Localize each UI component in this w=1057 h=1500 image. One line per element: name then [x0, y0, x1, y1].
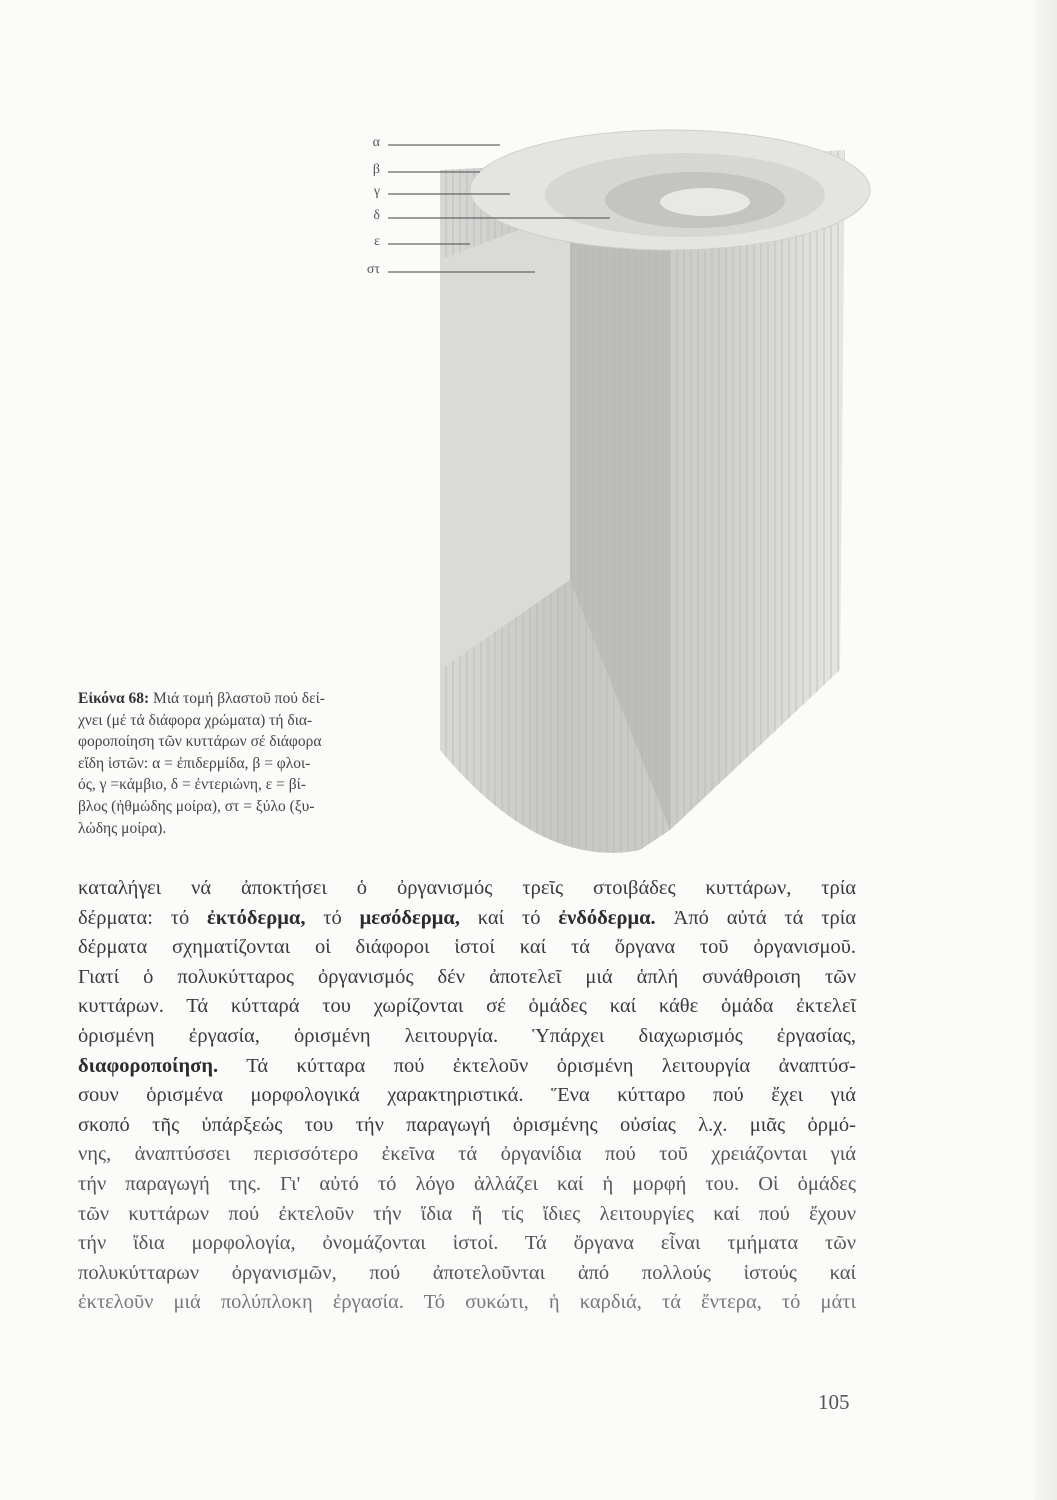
body-line: κυττάρων. Τά κύτταρά του χωρίζονται σέ ὁμάδες καί κάθε ὁμάδα ἐκτελεῖ — [78, 995, 856, 1018]
label-gamma: γ — [373, 184, 380, 199]
term-differentiation: διαφοροποίηση. — [78, 1054, 219, 1077]
label-delta: δ — [373, 208, 380, 223]
label-beta: β — [372, 162, 380, 177]
text-run: δέρματα: τό — [78, 906, 208, 929]
text-run: καί τό — [459, 906, 559, 929]
body-line — [78, 1052, 856, 1082]
body-line: πολυκύτταρων ὀργανισμῶν, πού ἀποτελοῦνται ἀπό πολλούς ἱστούς καί — [78, 1261, 856, 1284]
body-line: Γιατί ὁ πολυκύτταρος ὀργανισμός δέν ἀποτελεῖ μιά ἁπλή συνάθροιση τῶν — [78, 965, 856, 988]
stem-cylinder-illustration — [340, 110, 880, 860]
body-line: δέρματα σχηματίζονται οἱ διάφοροι ἱστοί καί τά ὄργανα τοῦ ὀργανισμοῦ. — [78, 936, 856, 959]
figure-number: Εἰκόνα 68: — [78, 690, 150, 707]
label-epsilon: ε — [374, 234, 380, 249]
page-number: 105 — [818, 1390, 850, 1414]
caption-line: εἴδη ἱστῶν: α = ἐπιδερμίδα, β = φλοι- — [78, 754, 311, 772]
body-line: σουν ὁρισμένα μορφολογικά χαρακτηριστικά. Ἕνα κύτταρο πού ἔχει γιά — [78, 1084, 856, 1107]
body-line: καταλήγει νά ἀποκτήσει ὁ ὀργανισμός τρεῖς στοιβάδες κυττάρων, τρία — [78, 877, 856, 899]
label-stigma-tau: στ — [366, 262, 380, 277]
caption-line: λώδης μοίρα). — [78, 819, 167, 837]
body-line — [78, 904, 856, 934]
label-alpha: α — [372, 135, 380, 150]
body-line: ὁρισμένη ἐργασία, ὁρισμένη λειτουργία. Ὑπάρχει διαχωρισμός ἐργασίας, — [78, 1024, 856, 1047]
term-mesoderm: μεσόδερμα, — [359, 906, 460, 929]
body-line: νης, ἀναπτύσσει περισσότερο ἐκεῖνα τά ὀργανίδια πού τοῦ χρειάζονται γιά — [78, 1143, 856, 1166]
text-run: τό — [305, 906, 360, 929]
body-line: τῶν κυττάρων πού ἐκτελοῦν τήν ἴδια ἤ τίς ἴδιες λειτουργίες καί πού ἔχουν — [78, 1202, 856, 1225]
caption-line: ός, γ =κάμβιο, δ = ἐντεριώνη, ε = βί- — [78, 776, 307, 794]
term-endoderm: ἐνδόδερμα. — [558, 906, 656, 929]
term-ectoderm: ἐκτόδερμα, — [207, 906, 306, 929]
text-run: Τά κύτταρα πού ἐκτελοῦν ὁρισμένη λειτουργία ἀναπτύσ- — [218, 1054, 856, 1077]
caption-line: φοροποίηση τῶν κυττάρων σέ διάφορα — [78, 733, 322, 751]
caption-text: Μιά τομή βλαστοῦ πού δεί- — [149, 690, 325, 707]
stem-cross-section-figure — [340, 110, 880, 860]
caption-line — [78, 688, 325, 710]
body-line: τήν παραγωγή της. Γι' αὐτό τό λόγο ἀλλάζει καί ἡ μορφή του. Οἱ ὁμάδες — [78, 1172, 856, 1195]
text-run: Ἀπό αὐτά τά τρία — [655, 906, 856, 929]
body-line: τήν ἴδια μορφολογία, ὀνομάζονται ἱστοί. Τά ὄργανα εἶναι τμήματα τῶν — [78, 1232, 856, 1255]
page-edge — [1035, 0, 1057, 1500]
caption-line: χνει (μέ τά διάφορα χρώματα) τή δια- — [78, 711, 313, 729]
body-text — [78, 874, 856, 1318]
caption-line: βλος (ἠθμώδης μοίρα), στ = ξύλο (ξυ- — [78, 797, 315, 815]
figure-caption — [78, 688, 325, 839]
body-line: σκοπό τῆς ὑπάρξεώς του τήν παραγωγή ὁρισμένης οὐσίας λ.χ. μιᾶς ὁρμό- — [78, 1113, 856, 1136]
body-line: ἐκτελοῦν μιά πολύπλοκη ἐργασία. Τό συκώτι, ἡ καρδιά, τά ἔντερα, τό μάτι — [78, 1291, 856, 1314]
